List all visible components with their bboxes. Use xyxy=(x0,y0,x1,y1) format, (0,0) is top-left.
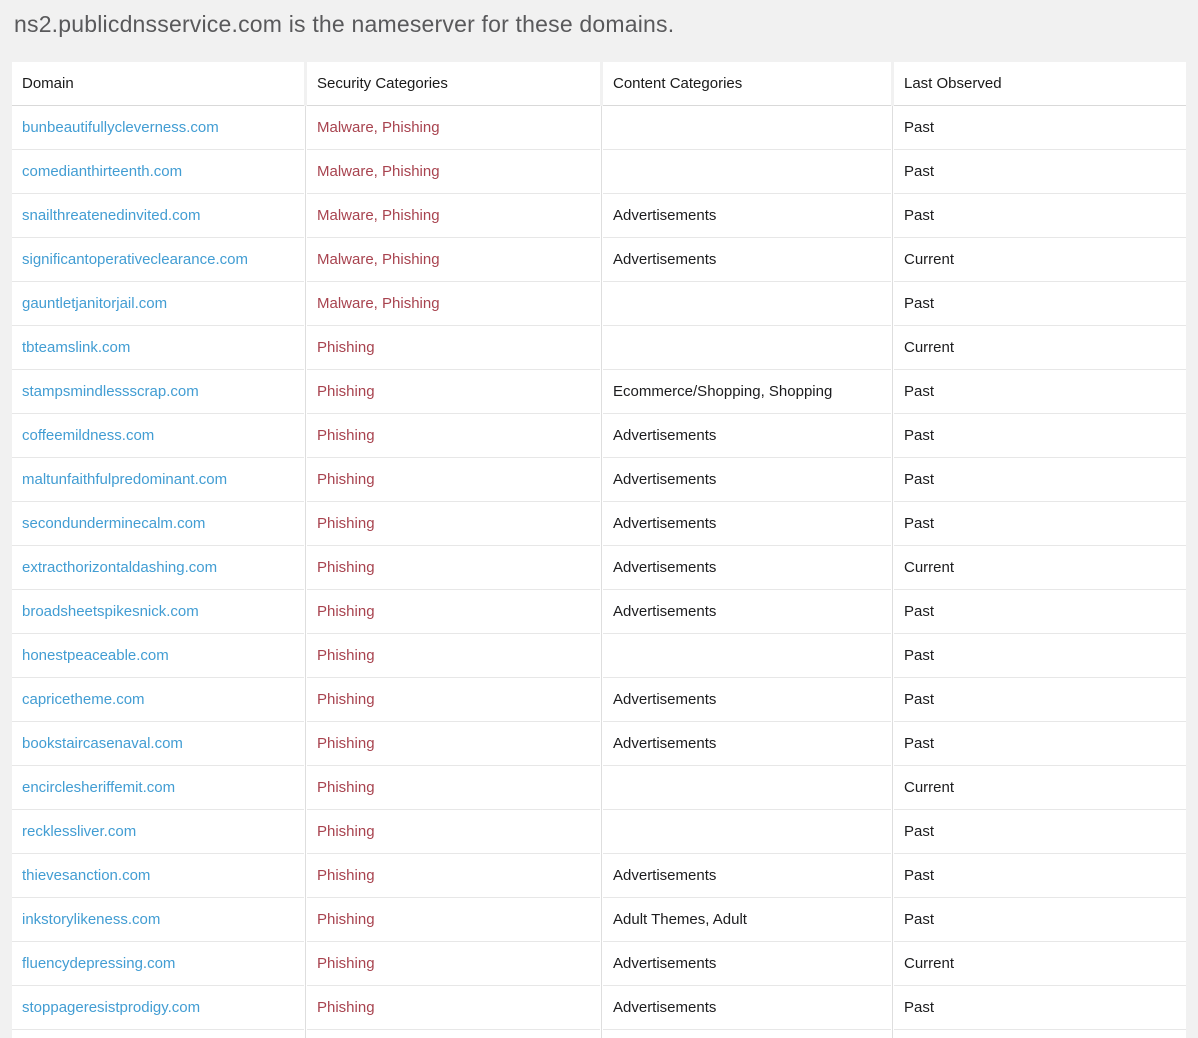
security-categories-cell: Phishing xyxy=(307,854,600,898)
security-categories-cell: Phishing xyxy=(307,370,600,414)
security-categories-cell: Phishing xyxy=(307,414,600,458)
domain-cell xyxy=(12,678,304,722)
table-row-partial xyxy=(12,1030,1186,1038)
last-observed-cell: Current xyxy=(894,326,1186,370)
content-categories-cell xyxy=(603,810,891,854)
security-categories-cell: Phishing xyxy=(307,942,600,986)
domain-cell xyxy=(12,854,304,898)
table-body xyxy=(12,106,1186,1038)
last-observed-cell: Past xyxy=(894,282,1186,326)
table-row xyxy=(12,678,1186,722)
last-observed-cell: Current xyxy=(894,238,1186,282)
domain-cell xyxy=(12,546,304,590)
domain-cell xyxy=(12,986,304,1030)
last-observed-cell: Past xyxy=(894,590,1186,634)
last-observed-cell: Past xyxy=(894,634,1186,678)
domain-cell xyxy=(12,590,304,634)
table-row xyxy=(12,194,1186,238)
security-categories-cell: Phishing xyxy=(307,722,600,766)
security-categories-cell: Phishing xyxy=(307,634,600,678)
domain-cell xyxy=(12,458,304,502)
table-row xyxy=(12,942,1186,986)
table-row xyxy=(12,414,1186,458)
content-categories-cell xyxy=(603,1030,891,1038)
table-row xyxy=(12,326,1186,370)
table-row xyxy=(12,238,1186,282)
domain-link[interactable]: extracthorizontaldashing.com xyxy=(22,559,218,576)
content-categories-cell xyxy=(603,150,891,194)
domain-cell xyxy=(12,194,304,238)
content-categories-cell: Advertisements xyxy=(603,942,891,986)
last-observed-cell: Current xyxy=(894,942,1186,986)
domain-cell xyxy=(12,150,304,194)
last-observed-cell: Past xyxy=(894,678,1186,722)
last-observed-cell: Past xyxy=(894,150,1186,194)
column-header-content-categories: Content Categories xyxy=(603,62,891,106)
security-categories-cell: Phishing xyxy=(307,546,600,590)
content-categories-cell: Advertisements xyxy=(603,590,891,634)
last-observed-cell: Past xyxy=(894,194,1186,238)
table-row xyxy=(12,810,1186,854)
column-header-domain: Domain xyxy=(12,62,304,106)
last-observed-cell: Past xyxy=(894,370,1186,414)
domain-link[interactable]: encirclesheriffemit.com xyxy=(22,779,176,796)
last-observed-cell: Past xyxy=(894,106,1186,150)
security-categories-cell: Malware, Phishing xyxy=(307,238,600,282)
domain-cell xyxy=(12,370,304,414)
last-observed-cell: Past xyxy=(894,458,1186,502)
security-categories-cell: Malware, Phishing xyxy=(307,282,600,326)
security-categories-cell: Phishing xyxy=(307,986,600,1030)
content-categories-cell: Advertisements xyxy=(603,502,891,546)
content-categories-cell: Advertisements xyxy=(603,238,891,282)
domain-link[interactable]: inkstorylikeness.com xyxy=(22,911,161,928)
domain-cell xyxy=(12,502,304,546)
domain-link[interactable]: coffeemildness.com xyxy=(22,427,155,444)
domain-link[interactable]: stoppageresistprodigy.com xyxy=(22,999,201,1016)
domain-link[interactable]: honestpeaceable.com xyxy=(22,647,169,664)
domain-cell xyxy=(12,106,304,150)
domain-link[interactable]: stampsmindlessscrap.com xyxy=(22,383,199,400)
table-row xyxy=(12,898,1186,942)
table-row xyxy=(12,370,1186,414)
domain-cell xyxy=(12,942,304,986)
content-categories-cell xyxy=(603,634,891,678)
security-categories-cell: Phishing xyxy=(307,898,600,942)
table-row xyxy=(12,634,1186,678)
last-observed-cell xyxy=(894,1030,1186,1038)
security-categories-cell: Malware, Phishing xyxy=(307,106,600,150)
table-row xyxy=(12,282,1186,326)
domain-link[interactable]: fluencydepressing.com xyxy=(22,955,176,972)
domain-link[interactable]: significantoperativeclearance.com xyxy=(22,251,248,268)
domain-cell xyxy=(12,238,304,282)
last-observed-cell: Past xyxy=(894,986,1186,1030)
content-categories-cell: Advertisements xyxy=(603,722,891,766)
table-row xyxy=(12,150,1186,194)
domain-link[interactable]: gauntletjanitorjail.com xyxy=(22,295,168,312)
domain-cell xyxy=(12,898,304,942)
content-categories-cell: Ecommerce/Shopping, Shopping xyxy=(603,370,891,414)
security-categories-cell: Malware, Phishing xyxy=(307,194,600,238)
content-categories-cell: Advertisements xyxy=(603,194,891,238)
table-row xyxy=(12,986,1186,1030)
table-row xyxy=(12,458,1186,502)
domain-link[interactable]: bunbeautifullycleverness.com xyxy=(22,119,219,136)
last-observed-cell: Past xyxy=(894,854,1186,898)
domain-link[interactable]: recklessliver.com xyxy=(22,823,137,840)
domain-cell xyxy=(12,722,304,766)
last-observed-cell: Past xyxy=(894,502,1186,546)
table-row xyxy=(12,854,1186,898)
domain-link[interactable]: thievesanction.com xyxy=(22,867,151,884)
domains-table xyxy=(12,62,1186,1038)
content-categories-cell: Advertisements xyxy=(603,414,891,458)
security-categories-cell xyxy=(307,1030,600,1038)
security-categories-cell: Phishing xyxy=(307,766,600,810)
domain-link[interactable]: maltunfaithfulpredominant.com xyxy=(22,471,228,488)
table-row xyxy=(12,766,1186,810)
security-categories-cell: Phishing xyxy=(307,810,600,854)
security-categories-cell: Phishing xyxy=(307,590,600,634)
column-header-security-categories: Security Categories xyxy=(307,62,600,106)
last-observed-cell: Past xyxy=(894,722,1186,766)
domain-link[interactable]: capricetheme.com xyxy=(22,691,145,708)
last-observed-cell: Current xyxy=(894,546,1186,590)
content-categories-cell: Advertisements xyxy=(603,854,891,898)
content-categories-cell xyxy=(603,106,891,150)
domain-cell xyxy=(12,414,304,458)
domain-cell xyxy=(12,634,304,678)
last-observed-cell: Current xyxy=(894,766,1186,810)
table-header-row xyxy=(12,62,1186,106)
content-categories-cell: Adult Themes, Adult xyxy=(603,898,891,942)
table-row xyxy=(12,106,1186,150)
security-categories-cell: Phishing xyxy=(307,458,600,502)
domain-cell xyxy=(12,766,304,810)
table-row xyxy=(12,722,1186,766)
security-categories-cell: Phishing xyxy=(307,326,600,370)
last-observed-cell: Past xyxy=(894,898,1186,942)
table-row xyxy=(12,546,1186,590)
domain-cell xyxy=(12,326,304,370)
page-title: ns2.publicdnsservice.com is the nameserver for these domains. xyxy=(14,11,675,37)
security-categories-cell: Phishing xyxy=(307,678,600,722)
security-categories-cell: Phishing xyxy=(307,502,600,546)
domain-link[interactable]: snailthreatenedinvited.com xyxy=(22,207,201,224)
domain-link[interactable]: comedianthirteenth.com xyxy=(22,163,183,180)
domain-link[interactable]: secondunderminecalm.com xyxy=(22,515,206,532)
domain-link[interactable]: broadsheetspikesnick.com xyxy=(22,603,199,620)
domain-cell xyxy=(12,810,304,854)
security-categories-cell: Malware, Phishing xyxy=(307,150,600,194)
column-header-last-observed: Last Observed xyxy=(894,62,1186,106)
table-row xyxy=(12,590,1186,634)
content-categories-cell: Advertisements xyxy=(603,678,891,722)
last-observed-cell: Past xyxy=(894,414,1186,458)
content-categories-cell: Advertisements xyxy=(603,458,891,502)
last-observed-cell: Past xyxy=(894,810,1186,854)
domain-link[interactable]: tbteamslink.com xyxy=(22,339,131,356)
content-categories-cell xyxy=(603,282,891,326)
content-categories-cell xyxy=(603,766,891,810)
domain-link[interactable]: bookstaircasenaval.com xyxy=(22,735,183,752)
content-categories-cell xyxy=(603,326,891,370)
table-row xyxy=(12,502,1186,546)
domain-cell xyxy=(12,1030,304,1038)
content-categories-cell: Advertisements xyxy=(603,546,891,590)
content-categories-cell: Advertisements xyxy=(603,986,891,1030)
domain-cell xyxy=(12,282,304,326)
